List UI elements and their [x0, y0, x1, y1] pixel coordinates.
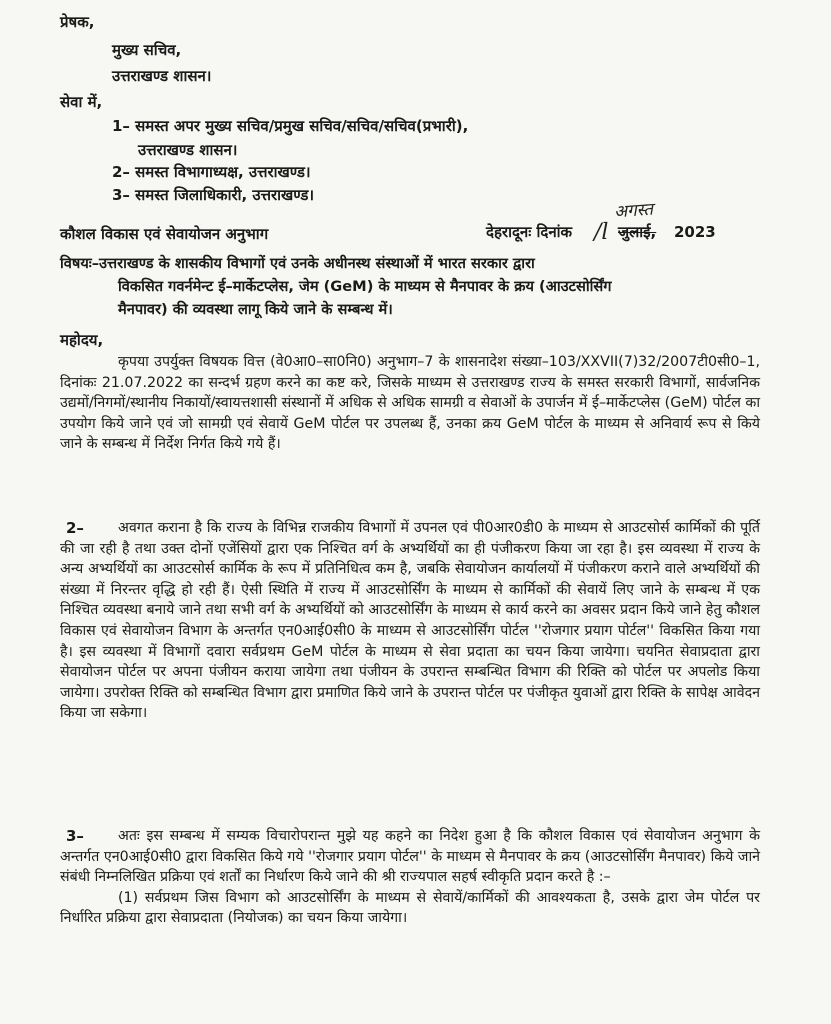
sender-label: प्रेषक, [60, 13, 95, 31]
paragraph-3-text: अतः इस सम्बन्ध में सम्यक विचारोपरान्त मुझे यह कहने का निदेश हुआ है कि कौशल विकास एवं सेवायोजन अनुभाग के अन्तर्गत एन0आई0सी0 द्वारा विकसित किये गये ''रोजगार प्रयाग पोर्टल'' के माध्यम से मैनपावर के क्रय (आउटसोर्सिंग मैनपावर) किये जाने संबंधी निम्नलिखित प्रक्रिया एवं शर्तों का निर्धारण किये जाने की श्री राज्यपाल सहर्ष स्वीकृति प्रदान करते है :– [60, 828, 760, 886]
paragraph-3-number: 3– [66, 827, 84, 845]
salutation: महोदय, [60, 331, 104, 349]
paragraph-2-number: 2– [66, 519, 84, 537]
recipient-label: सेवा में, [60, 93, 103, 111]
sender-name: मुख्य सचिव, [112, 41, 182, 59]
struck-month: जुलाई, [618, 223, 657, 241]
subject-line-3: मैनपावर) की व्यवस्था लागू किये जाने के सम्बन्ध में। [118, 301, 393, 318]
date-prefix: देहरादूनः दिनांक [486, 223, 573, 241]
date-year: 2023 [674, 223, 716, 241]
paragraph-1 [60, 352, 760, 455]
paragraph-1-text: कृपया उपर्युक्त विषयक वित्त (वे0आ0–सा0नि0) अनुभाग–7 के शासनादेश संख्या–103/XXVII(7)32/2007टी0सी0–1, दिनांकः 21.07.2022 का सन्दर्भ ग्रहण करने का कष्ट करे, जिसके माध्यम से उत्तराखण्ड राज्य के समस्त सरकारी विभागों, सार्वजनिक उद्यमों/निगमों/स्थानीय निकायों/स्वायत्तशासी संस्थानों में अधिक से अधिक सामग्री व सेवाओं के उपार्जन में ई–मार्केटप्लेस (GeM) पोर्टल का उपयोग किये जाने एवं जो सामग्री एवं सेवायें GeM पोर्टल पर उपलब्ध हैं, उनका क्रय GeM पोर्टल के माध्यम से अनिवार्य रूप से किये जाने के सम्बन्ध में निर्देश निर्गत किये गये हैं। [60, 354, 760, 453]
subject-line-2: विकसित गवर्नमेन्ट ई–मार्केटप्लेस, जेम (GeM) के माध्यम से मैनपावर के क्रय (आउटसोर्सिंग [118, 278, 612, 295]
paragraph-2-text: अवगत कराना है कि राज्य के विभिन्न राजकीय विभागों में उपनल एवं पी0आर0डी0 के माध्यम से आउटसोर्स कार्मिकों की पूर्ति की जा रही है तथा उक्त दोनों एजेंसियों द्वारा एक निश्चित वर्ग के अभ्यर्थियों का ही पंजीकरण किया जा रहा है। इस व्यवस्था में राज्य के अन्य अभ्यर्थियों का आउटसोर्स कार्मिक के रूप में प्रतिनिधित्व कम है, जबकि सेवायोजन कार्यालयों में पंजीकरण कराने वाले अभ्यर्थियों की संख्या में निरन्तर वृद्धि हो रही हैं। ऐसी स्थिति में राज्य में आउटसोर्सिंग के माध्यम से कार्मिकों की सेवायें लिए जाने के सम्बन्ध में एक निश्चित व्यवस्था बनाये जाने तथा सभी वर्ग के अभ्यर्थियों को आउटसोर्सिंग के माध्यम से कार्य करने का अवसर प्रदान किये जाने हेतु कौशल विकास एवं सेवायोजन विभाग के अन्तर्गत एन0आई0सी0 के माध्यम से आउटसोर्सिंग पोर्टल ''रोजगार प्रयाग पोर्टल'' विकसित किया गया है। इस व्यवस्था में विभागों दवारा सर्वप्रथम GeM पोर्टल के माध्यम से सेवा प्रदाता का चयन किया जायेगा। चयनित सेवाप्रदाता द्वारा सेवायोजन पोर्टल पर अपना पंजीयन कराया जायेगा तथा पंजीयन के उपरान्त सम्बन्धित विभाग की रिक्ति को पोर्टल पर अपलोड किया जायेगा। उपरोक्त रिक्ति को सम्बन्धित विभाग द्वारा प्रमाणित किये जाने के उपरान्त पोर्टल पर पंजीकृत युवाओं द्वारा रिक्ति के सापेक्ष आवेदन किया जा सकेगा। [60, 520, 760, 722]
handwritten-month: अगस्त [613, 199, 654, 223]
date-day-mark: /l [594, 220, 609, 245]
recipient-line-2: 2– समस्त विभागाध्यक्ष, उत्तराखण्ड। [112, 163, 311, 181]
recipient-line-1: 1– समस्त अपर मुख्य सचिव/प्रमुख सचिव/सचिव/सचिव(प्रभारी), [112, 117, 469, 135]
section-name: कौशल विकास एवं सेवायोजन अनुभाग [60, 225, 269, 243]
recipient-line-3: 3– समस्त जिलाधिकारी, उत्तराखण्ड। [112, 186, 315, 204]
recipient-line-1b: उत्तराखण्ड शासन। [138, 141, 238, 159]
subject-line-1: विषयः–उत्तराखण्ड के शासकीय विभागों एवं उनके अधीनस्थ संस्थाओं में भारत सरकार द्वारा [60, 255, 535, 272]
paragraph-2 [60, 518, 760, 724]
paragraph-3 [60, 826, 760, 929]
paragraph-3-item-1: (1) सर्वप्रथम जिस विभाग को आउटसोर्सिंग के माध्यम से सेवायें/कार्मिकों की आवश्यकता है, उसके द्वारा जेम पोर्टल पर निर्धारित प्रक्रिया द्वारा सेवाप्रदाता (नियोजक) का चयन किया जायेगा। [60, 889, 760, 927]
sender-office: उत्तराखण्ड शासन। [112, 67, 212, 85]
